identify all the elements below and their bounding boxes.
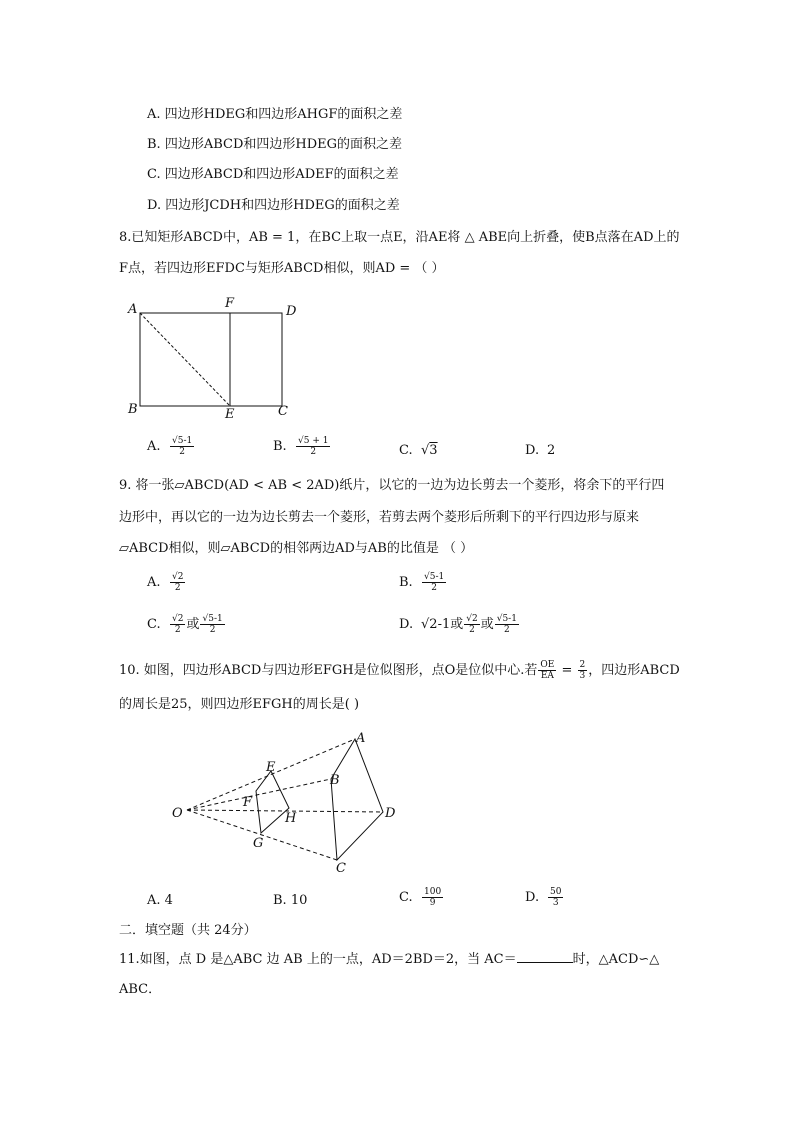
- q10-homothety-figure: [165, 728, 415, 878]
- rect-abcd: [140, 313, 282, 406]
- fraction: $\frac{√5-1}{2}$: [172, 436, 193, 457]
- q10-option-c: C. $\frac{100}{9}$: [399, 887, 442, 908]
- sqrt-icon: √: [421, 617, 430, 632]
- ray-ob: [187, 779, 331, 810]
- q10-stem-line2: 的周长是25，则四边形EFGH的周长是( ): [119, 697, 360, 712]
- label-g: G: [253, 836, 264, 851]
- q7-option-b: B. 四边形ABCD和四边形HDEG的面积之差: [147, 137, 403, 152]
- dashed-ae: [140, 313, 230, 406]
- q10-option-d: D. $\frac{50}{3}$: [525, 887, 562, 908]
- q8-rectangle-figure: [120, 290, 320, 425]
- label-b: B: [330, 773, 340, 788]
- q9-option-b: B. $\frac{√5-1}{2}$: [399, 572, 445, 593]
- label-d: D: [286, 304, 297, 319]
- label-c: C: [336, 861, 346, 876]
- label-a: A: [128, 302, 138, 317]
- q9-option-c: C. $\frac{√2}{2}$ 或 $\frac{√5-1}{2}$: [147, 614, 223, 635]
- q11-stem-line1: 11.如图，点 D 是△ABC 边 AB 上的一点，AD＝2BD＝2，当 AC＝ 时，△ACD∽△: [119, 952, 660, 967]
- q8-stem-line2: F点，若四边形EFDC与矩形ABCD相似，则AD = （ ）: [119, 261, 445, 276]
- ray-oc: [187, 810, 337, 860]
- fraction: $\frac{OE}{EA}$: [540, 660, 555, 681]
- q9-stem-line1: 9. 将一张▱ABCD(AD < AB < 2AD)纸片，以它的一边为边长剪去一个菱形，将余下的平行四: [119, 478, 665, 493]
- q10-option-a: A. 4: [147, 893, 173, 908]
- q9-option-a: A. $\frac{√2}{2}$: [147, 572, 184, 593]
- label-b: B: [128, 402, 138, 417]
- fraction: $\frac{50}{3}$: [550, 887, 562, 908]
- label-f: F: [225, 296, 235, 311]
- label-h: H: [285, 811, 297, 826]
- quad-abcd: [331, 739, 383, 860]
- q10-option-b: B. 10: [273, 893, 308, 908]
- section-title: 二．填空题（共 24分）: [119, 923, 257, 938]
- fraction: $\frac{√5-1}{2}$: [496, 614, 517, 635]
- fraction: $\frac{√2}{2}$: [172, 572, 184, 593]
- q8-option-b: B. $\frac{√5 + 1}{2}$: [273, 436, 329, 457]
- q9-option-d: D. √2-1或 $\frac{√2}{2}$ 或 $\frac{√5-1}{2}$: [399, 614, 517, 635]
- q8-option-d: D. 2: [525, 443, 556, 458]
- fraction: $\frac{√5 + 1}{2}$: [298, 436, 329, 457]
- fraction: $\frac{√2}{2}$: [466, 614, 478, 635]
- label-a: A: [356, 731, 366, 746]
- q8-stem-line1: 8.已知矩形ABCD中，AB = 1，在BC上取一点E，沿AE将 △ ABE向上折叠，使B点落在AD上的: [119, 230, 680, 245]
- label-e: E: [225, 407, 235, 422]
- q7-option-c: C. 四边形ABCD和四边形ADEF的面积之差: [147, 167, 399, 182]
- q9-stem-line2: 边形中，再以它的一边为边长剪去一个菱形，若剪去两个菱形后所剩下的平行四边形与原来: [119, 510, 640, 525]
- fraction: $\frac{√2}{2}$: [172, 614, 184, 635]
- q11-stem-line2: ABC．: [119, 982, 162, 997]
- fraction: $\frac{2}{3}$: [579, 660, 586, 681]
- q8-option-a: A. $\frac{√5-1}{2}$: [147, 436, 193, 457]
- label-c: C: [278, 404, 288, 419]
- answer-blank[interactable]: [517, 950, 573, 963]
- label-d: D: [385, 806, 396, 821]
- q7-option-a: A. 四边形HDEG和四边形AHGF的面积之差: [147, 107, 403, 122]
- label-o: O: [172, 806, 183, 821]
- q7-option-d: D. 四边形JCDH和四边形HDEG的面积之差: [147, 198, 400, 213]
- fraction: $\frac{√5-1}{2}$: [202, 614, 223, 635]
- fraction: $\frac{√5-1}{2}$: [424, 572, 445, 593]
- fraction: $\frac{100}{9}$: [424, 887, 442, 908]
- q9-stem-line3: ▱ABCD相似，则▱ABCD的相邻两边AD与AB的比值是 （ ）: [119, 541, 474, 556]
- label-f: F: [243, 795, 253, 810]
- sqrt-icon: √: [421, 443, 430, 458]
- q8-option-c: C. √3: [399, 443, 438, 458]
- label-e: E: [266, 760, 276, 775]
- q10-stem-line1: 10. 如图，四边形ABCD与四边形EFGH是位似图形，点O是位似中心.若 $\frac{OE}{EA}$ = $\frac{2}{3}$ ，四边形ABCD: [119, 660, 680, 681]
